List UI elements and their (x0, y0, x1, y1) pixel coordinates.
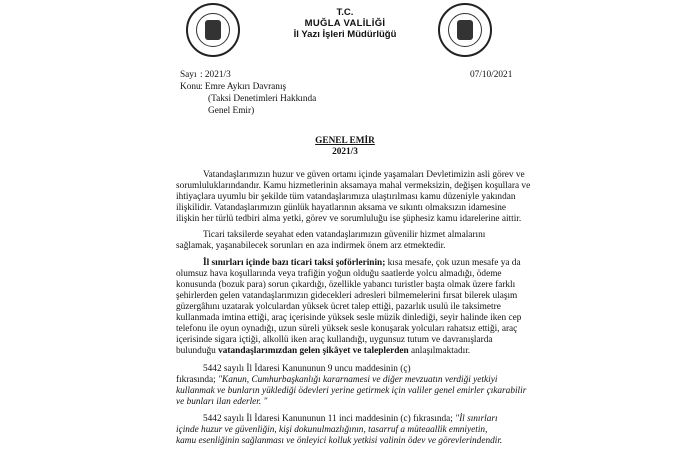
para3-line: içerisinde sigara içtiği, alkollü iken araç kullandığı, uygunsuz tutum ve davranışlarda (176, 335, 493, 345)
para4-line2-pre: fıkrasında; (176, 375, 219, 385)
para4-line-1: 5442 sayılı İl İdaresi Kanununun 9 uncu maddesinin (ç) (203, 364, 411, 374)
para4-line: ve bunları ilan ederler. " (176, 397, 268, 407)
konu-label: Konu (180, 82, 201, 92)
para3-last-post: anlaşılmaktadır. (408, 346, 471, 356)
para5-line: içinde huzur ve güvenliğin, kişi dokunulmazlığının, tasarruf a müteaallik emniyetin, (176, 425, 488, 435)
sayi-value: : 2021/3 (200, 70, 231, 80)
para3-first-rest: kısa mesafe, çok uzun mesafe ya da (385, 258, 521, 268)
para5-line-1 (203, 414, 498, 425)
para2-line: sağlamak, yaşanabilecek sorunları en aza indirmek önem arz etmektedir. (176, 241, 446, 251)
para3-line-1 (203, 258, 521, 269)
para3-last-pre: bulunduğu (176, 346, 219, 356)
para1-line: ihtiyaçlara uyumlu bir şekilde tüm vatandaşlarımıza ulaştırılması kamu düzeniyle yakından (176, 192, 516, 202)
konu-line-3: Genel Emir) (208, 106, 255, 116)
document-number: 2021/3 (332, 147, 358, 157)
sayi-label: Sayı (180, 70, 197, 80)
document-title: GENEL EMİR (315, 136, 375, 146)
para4-line-2 (176, 375, 497, 386)
para3-line: güzergâhını uzatarak yolculardan yüksek ücret talep ettiği, pazarlık usulü ile taksimetre (176, 302, 501, 312)
document-date: 07/10/2021 (470, 70, 513, 80)
para3-line: kullanmada imtina ettiği, araç içerisinde yüksek sesle müzik dinlediği, seyir halinde iken cep (176, 313, 522, 323)
para4-line: kullanmak ve bunların yüklediği ödevleri yerine getirmek için valiler genel emirler çıkarabilir (176, 386, 527, 396)
para5-line1-italic: "İl sınırları (455, 414, 498, 424)
header-governorship: MUĞLA VALİLİĞİ (304, 18, 386, 29)
para1-line: sorumluluklarındandır. Kamu hizmetlerinin aksamaya mahal vermeksizin, değişen koşullara ve (176, 181, 531, 191)
para3-line: olumsuz hava koşullarında veya trafiğin yoğun olduğu saatlerde yolcu almadığı, ödeme (176, 269, 502, 279)
para1-line: ilişkilidir. Vatandaşlarımızın günlük hayatlarının aksama ve sıkıntı olmaksızın idamesine (176, 203, 507, 213)
header-tc: T.C. (336, 7, 354, 18)
konu-line-2: (Taksi Denetimleri Hakkında (208, 94, 317, 104)
para3-line-last (176, 346, 470, 357)
governorship-seal-icon (438, 3, 492, 57)
para3-last-bold: vatandaşlarımızdan gelen şikâyet ve taleplerden (218, 346, 409, 356)
para3-line: telefonu ile oyun oynadığı, uzun süreli yüksek sesle konuşarak yolcuları rahatsız ettiği, araç (176, 324, 518, 334)
para1-line: ilişkin her türlü tedbiri alma yetki, görev ve sorumluluğu ise şüphesiz kamu idarelerine aittir. (176, 214, 522, 224)
para5-line1-pre: 5442 sayılı İl İdaresi Kanununun 11 inci maddesinin (c) fıkrasında; (203, 414, 456, 424)
para5-line: kamu esenliğinin sağlanması ve önleyici kolluk yetkisi valinin ödev ve görevlerindendir. (176, 436, 503, 446)
konu-value: : Emre Aykırı Davranış (200, 82, 287, 92)
para2-line: Ticari taksilerde seyahat eden vatandaşlarımızın güvenilir hizmet almalarını (203, 230, 486, 240)
para4-line2-italic: "Kanun, Cumhurbaşkanlığı kararnamesi ve diğer mevzuatın verdiği yetkiyi (218, 375, 498, 385)
para1-line: Vatandaşlarımızın huzur ve güven ortamı içinde yaşamaları Devletimizin asli görev ve (203, 170, 525, 180)
para3-lead: İl sınırları içinde bazı ticari taksi şoförlerinin; (203, 258, 386, 268)
para3-line: şehirlerden gelen vatandaşlarımızın gidecekleri adresleri bilmemelerini fırsat bilerek ulaşım (176, 291, 518, 301)
ministry-emblem-icon (186, 3, 240, 57)
para3-line: konusunda (bozuk para) sorun çıkardığı, özellikle yabancı turistler başta olmak üzere farklı (176, 280, 516, 290)
header-directorate: İl Yazı İşleri Müdürlüğü (293, 29, 397, 40)
